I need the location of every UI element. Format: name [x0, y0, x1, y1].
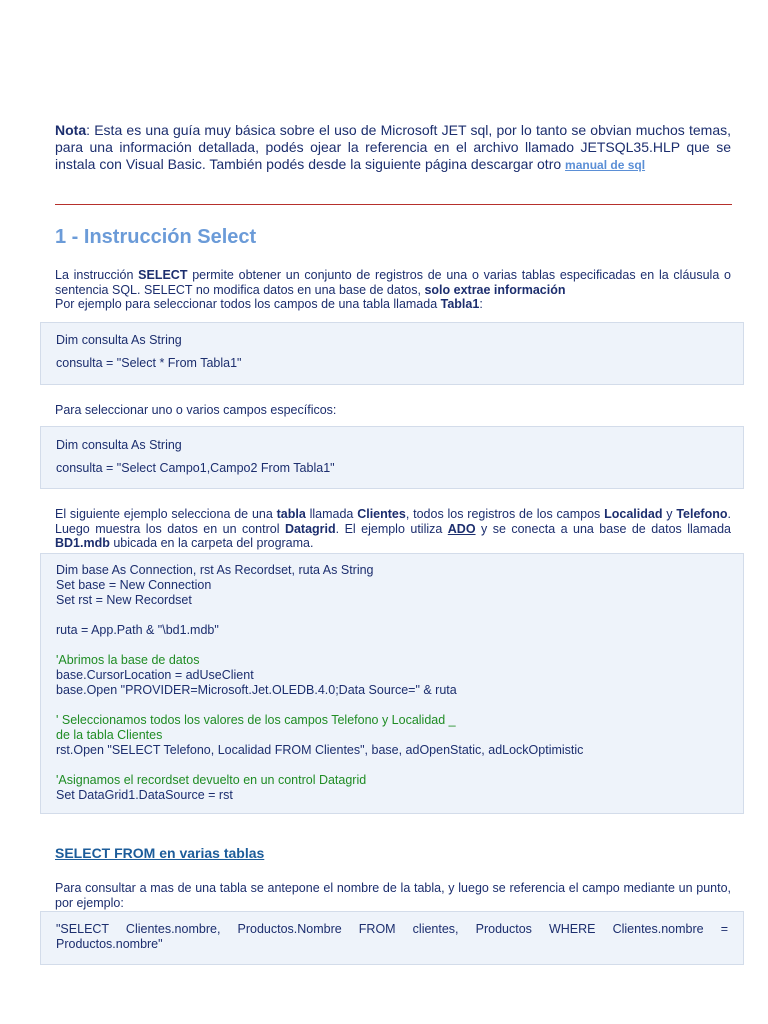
example-text: El siguiente ejemplo selecciona de una: [55, 507, 277, 521]
code-line: [56, 758, 728, 773]
section-title-select: 1 - Instrucción Select: [55, 226, 257, 248]
example-text: y: [662, 507, 677, 521]
example-text: . El ejemplo utiliza: [335, 521, 448, 536]
example-bold: BD1.mdb: [55, 536, 110, 550]
intro-text: permite obtener un conjunto de registros de una o varias tablas especificadas en la cláusula o sentencia SQL. SELECT no modifica datos en una base de datos,: [55, 268, 731, 297]
intro-text: Por ejemplo para seleccionar todos los campos de una tabla llamada: [55, 297, 441, 311]
code-line: Set DataGrid1.DataSource = rst: [56, 788, 233, 802]
example-text: llamada: [305, 507, 358, 521]
multi-table-paragraph: Para consultar a mas de una tabla se antepone el nombre de la tabla, y luego se referencia el campo mediante un punto, por ejemplo:: [55, 881, 731, 910]
example-bold: Localidad: [604, 507, 663, 521]
code-block-ado-example: [40, 553, 744, 814]
note-paragraph: [55, 122, 731, 174]
example-bold: Clientes: [357, 507, 406, 521]
code-line: [56, 608, 728, 623]
section-divider: [55, 204, 732, 205]
code-line: Set rst = New Recordset: [56, 593, 192, 607]
specific-fields-paragraph: Para seleccionar uno o varios campos específicos:: [55, 403, 337, 417]
intro-bold-select: SELECT: [138, 268, 188, 282]
code-comment-line: 'Asignamos el recordset devuelto en un control Datagrid: [56, 773, 367, 787]
sql-manual-link[interactable]: manual de sql: [565, 158, 646, 172]
example-underlined-ado: ADO: [447, 521, 476, 536]
intro-bold-extract: solo extrae información: [424, 282, 566, 297]
note-text: : Esta es una guía muy básica sobre el uso de Microsoft JET sql, por lo tanto se obvian muchos temas, para una información detallada, podés ojear la referencia en el archivo llamado JETSQL35.HLP que se instala con Visual Basic. También podés desde la siguiente página descargar otro: [55, 122, 731, 172]
code-comment-line: 'Abrimos la base de datos: [56, 653, 200, 667]
code-line: rst.Open "SELECT Telefono, Localidad FROM Clientes", base, adOpenStatic, adLockOptimistic: [56, 743, 584, 757]
code-line: Dim consulta As String: [56, 438, 182, 452]
code-line: Set base = New Connection: [56, 578, 212, 592]
example-text: , todos los registros de los campos: [405, 507, 605, 521]
code-line: Dim consulta As String: [56, 333, 182, 347]
intro-text: :: [479, 297, 483, 311]
code-line: consulta = "Select Campo1,Campo2 From Tabla1": [56, 461, 335, 475]
example-bold: Datagrid: [284, 521, 336, 536]
section-title-multi-table: SELECT FROM en varias tablas: [55, 845, 265, 861]
example-bold: tabla: [276, 507, 306, 521]
code-line: [56, 698, 728, 713]
code-block-multi-table: [40, 911, 744, 965]
example-text: y se conecta a una base de datos llamada: [475, 521, 732, 536]
code-line: base.CursorLocation = adUseClient: [56, 668, 254, 682]
code-line: ruta = App.Path & "\bd1.mdb": [56, 623, 219, 637]
code-line: Dim base As Connection, rst As Recordset, ruta As String: [56, 563, 374, 577]
note-label: Nota: [55, 122, 87, 138]
code-comment-line: ' Seleccionamos todos los valores de los campos Telefono y Localidad _: [56, 713, 456, 727]
code-line: consulta = "Select * From Tabla1": [56, 356, 242, 370]
example-text: ubicada en la carpeta del programa.: [109, 536, 314, 550]
intro-text: La instrucción: [55, 268, 139, 282]
intro-bold-tabla1: Tabla1: [440, 297, 480, 311]
code-line: "SELECT Clientes.nombre, Productos.Nombre FROM clientes, Productos WHERE Clientes.nombre = Productos.nombre": [56, 922, 728, 951]
example-bold: Telefono: [676, 507, 728, 521]
select-intro-paragraph: [55, 268, 731, 312]
code-line: base.Open "PROVIDER=Microsoft.Jet.OLEDB.4.0;Data Source=" & ruta: [56, 683, 457, 697]
code-block-select-fields: [40, 426, 744, 489]
code-line: [56, 638, 728, 653]
code-block-select-all: [40, 322, 744, 385]
example-text: . Luego muestra los datos en un control: [55, 507, 731, 536]
example-paragraph: [55, 507, 731, 551]
code-comment-line: de la tabla Clientes: [56, 728, 163, 742]
